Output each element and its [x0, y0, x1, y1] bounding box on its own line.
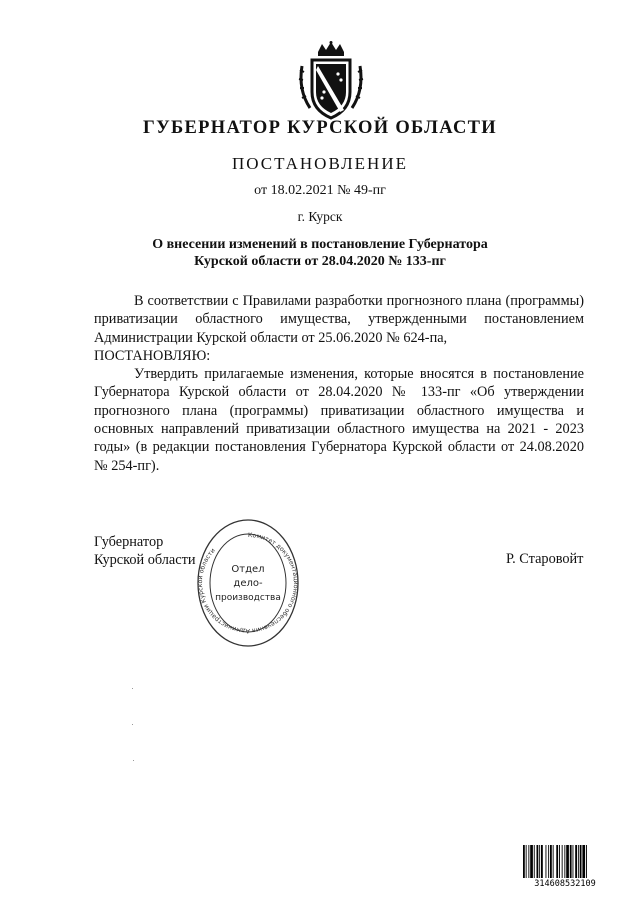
barcode-bar: [541, 845, 543, 878]
barcode-bar: [553, 845, 554, 878]
barcode-bar: [562, 845, 563, 878]
document-barcode: [522, 844, 608, 888]
document-subject: [0, 236, 640, 270]
signatory-position-line-2: Курской области: [94, 552, 196, 569]
subject-line-1: О внесении изменений в постановление Губернатора: [152, 237, 488, 252]
body-paragraph-1: В соответствии с Правилами разработки прогнозного плана (программы) приватизации областного имущества, утвержденными постановлением Администрации Курской области от 25.06.2020 № 624-па,: [94, 293, 584, 346]
barcode-bar: [528, 845, 529, 878]
issuer-title: ГУБЕРНАТОР КУРСКОЙ ОБЛАСТИ: [143, 118, 497, 138]
barcode-bar: [530, 845, 533, 878]
document-city: г. Курск: [297, 209, 343, 224]
scan-speck: [132, 688, 133, 689]
document-body: [94, 292, 584, 475]
barcode-bar: [575, 845, 577, 878]
barcode-bar: [556, 845, 558, 878]
barcode-bar: [539, 845, 540, 878]
stamp-center-line-2: дело-: [233, 578, 263, 589]
stamp-center-line-1: Отдел: [231, 564, 265, 575]
barcode-bar: [523, 845, 525, 878]
barcode-bar: [582, 845, 585, 878]
signatory-name: Р. Старовойт: [506, 551, 584, 567]
signatory-position: [94, 533, 196, 570]
barcode-bar: [578, 845, 579, 878]
barcode-bar: [564, 845, 565, 878]
document-type: ПОСТАНОВЛЕНИЕ: [231, 154, 408, 173]
signatory-position-line-1: Губернатор: [94, 534, 164, 550]
decree-word: ПОСТАНОВЛЯЮ:: [94, 347, 211, 364]
scan-speck: [133, 760, 134, 761]
scan-speck: [132, 724, 133, 725]
kursk-coat-of-arms-emblem: [296, 40, 366, 120]
stamp-ring-text: Комитет документационного обеспечения Администрации Курской области: [196, 531, 300, 635]
barcode-number: 314608532109: [534, 879, 596, 888]
barcode-bar: [580, 845, 582, 878]
barcode-bar: [526, 845, 527, 878]
barcode-bar: [559, 845, 560, 878]
office-stamp: [196, 518, 300, 648]
barcode-bar: [570, 845, 572, 878]
barcode-bar: [548, 845, 549, 878]
barcode-bar: [566, 845, 569, 878]
barcode-bar: [550, 845, 552, 878]
barcode-bar: [573, 845, 574, 878]
subject-line-2: Курской области от 28.04.2020 № 133-пг: [194, 254, 446, 269]
document-date-number: от 18.02.2021 № 49-пг: [254, 183, 386, 198]
barcode-bar: [546, 845, 547, 878]
barcode-bar: [537, 845, 539, 878]
stamp-center-line-3: производства: [215, 593, 281, 603]
barcode-bar: [586, 845, 587, 878]
barcode-bar: [534, 845, 535, 878]
body-paragraph-2: Утвердить прилагаемые изменения, которые вносятся в постановление Губернатора Курской области от 28.04.2020 № 133-пг «Об утверждении прогнозного плана (программы) приватизации областного имущества и основных направлений приватизации областного имущества на 2021 - 2023 годы» (в редакции постановления Губернатора Курской области от 24.08.2020 № 254-пг).: [94, 366, 584, 474]
